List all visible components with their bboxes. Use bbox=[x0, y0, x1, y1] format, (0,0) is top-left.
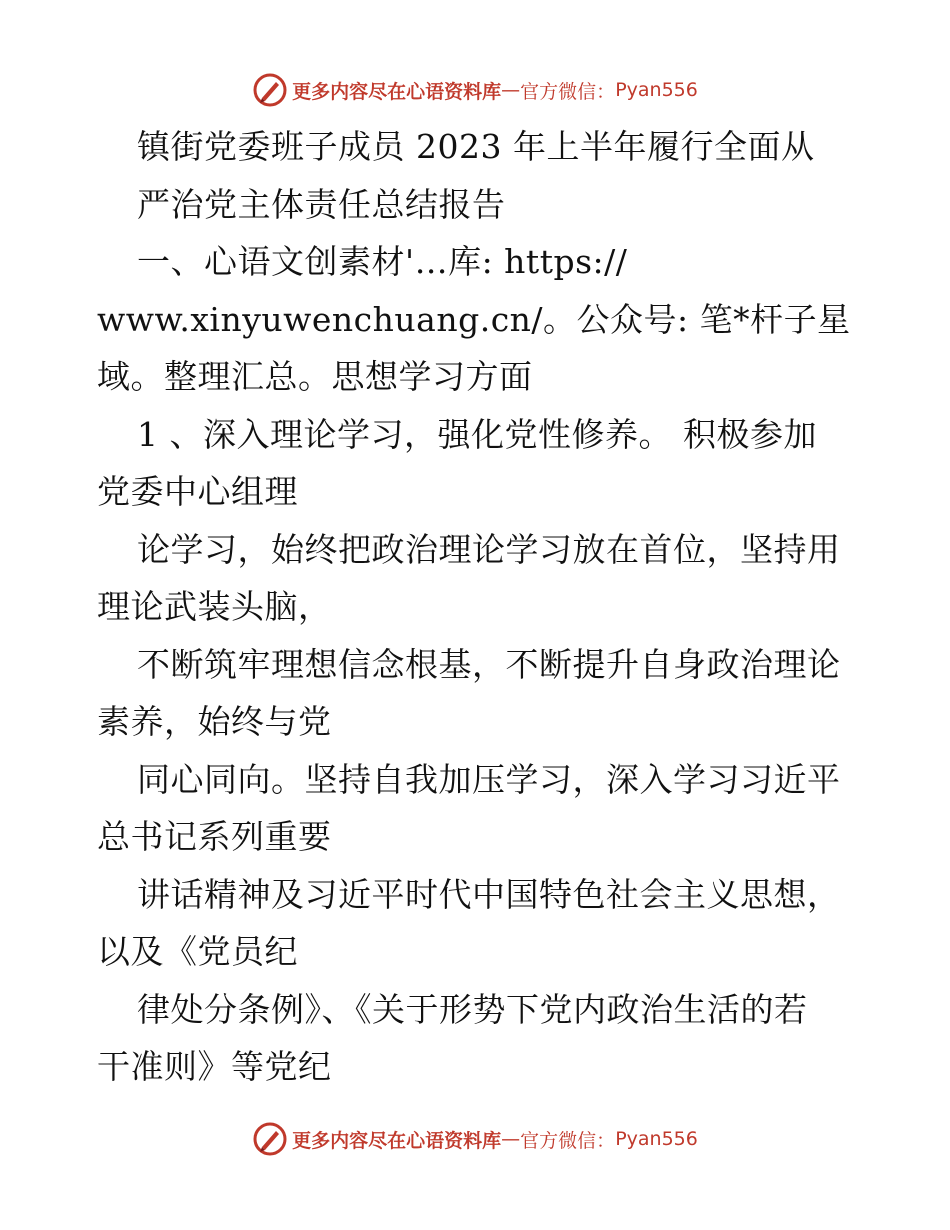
body-line: 不断筑牢理想信念根基，不断提升自身政治理论 bbox=[137, 644, 841, 684]
body-line: 总书记系列重要 bbox=[97, 817, 332, 856]
body-line: 同心同向。坚持自我加压学习，深入学习习近平 bbox=[137, 759, 841, 799]
body-line: 理论武装头脑， bbox=[97, 587, 332, 626]
body-line: 律处分条例》、《关于形势下党内政治生活的若 bbox=[137, 989, 808, 1029]
banner-dash: — bbox=[501, 79, 521, 101]
title-line-2: 严治党主体责任总结报告 bbox=[137, 184, 506, 224]
body-line: 域。整理汇总。思想学习方面 bbox=[97, 357, 533, 396]
body-line: 党委中心组理 bbox=[97, 472, 298, 511]
banner-wechat-id: Pyan556 bbox=[615, 79, 698, 101]
body-line: 1 、深入理论学习，强化党性修养。 积极参加 bbox=[137, 414, 817, 454]
pen-circle-logo-icon bbox=[252, 1121, 288, 1157]
banner-main-text: 更多内容尽在心语资料库 bbox=[292, 1129, 502, 1152]
footer-banner bbox=[0, 1119, 950, 1159]
body-line: 论学习，始终把政治理论学习放在首位，坚持用 bbox=[137, 529, 841, 569]
banner-wechat-label: 官方微信： bbox=[520, 80, 616, 103]
banner-wechat-id: Pyan556 bbox=[615, 1128, 698, 1150]
title-line-1: 镇街党委班子成员 2023 年上半年履行全面从 bbox=[137, 127, 815, 166]
section-heading-line: 一、心语文创素材'…库: https:// bbox=[137, 242, 628, 281]
body-line: 以及《党员纪 bbox=[97, 932, 298, 971]
body-line: 干准则》等党纪 bbox=[97, 1047, 332, 1086]
header-banner bbox=[0, 70, 950, 110]
body-line: www.xinyuwenchuang.cn/。公众号: 笔*杆子星 bbox=[97, 299, 851, 339]
banner-wechat-label: 官方微信： bbox=[520, 1129, 616, 1152]
body-line: 素养，始终与党 bbox=[97, 702, 332, 741]
pen-circle-logo-icon bbox=[252, 72, 288, 108]
banner-dash: — bbox=[501, 1128, 521, 1150]
document-body bbox=[97, 118, 857, 1096]
banner-main-text: 更多内容尽在心语资料库 bbox=[292, 80, 502, 103]
body-line: 讲话精神及习近平时代中国特色社会主义思想， bbox=[137, 874, 841, 914]
